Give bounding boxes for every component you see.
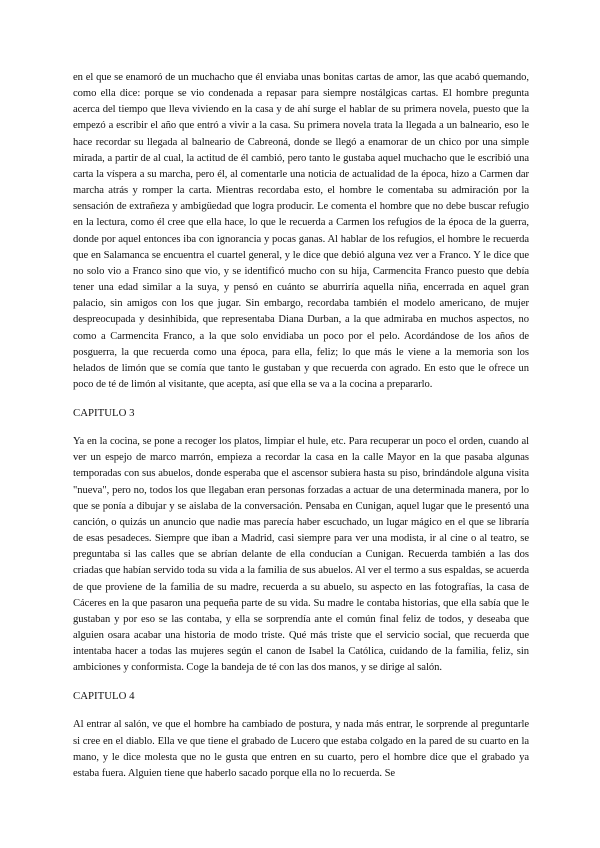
- chapter-heading-4: CAPITULO 4: [73, 690, 135, 703]
- chapter-heading-3: CAPITULO 3: [73, 407, 135, 420]
- body-paragraph-3: Al entrar al salón, ve que el hombre ha cambiado de postura, y nada más entrar, le sorprende al preguntarle si cree en el diablo. Ella ve que tiene el grabado de Lucero que estaba colgado en la pared de su cuarto en la mano, y le dice molesta que no le gusta que entren en su cuarto, pero el hombre dice que el grabado ya estaba fuera. Alguien tiene que haberlo sacado porque ella no lo recuerda. Se: [73, 719, 529, 779]
- document-page: [73, 70, 529, 782]
- body-paragraph-1: en el que se enamoró de un muchacho que él enviaba unas bonitas cartas de amor, las que acabó quemando, como ella dice: porque se vio condenada a repasar para siempre nostálgicas cartas. El hombre pregunta acerca del tiempo que lleva viviendo en la casa y de ahí surge el hablar de su primera novela, puesto que la empezó a escribir el año que entró a vivir a la casa. Su primera novela trata la llegada a un balneario, eso le hace recordar su llegada al balneario de Cabreoná, donde se llegó a enamorar de un chico por una simple mirada, a partir de al cual, la actitud de él cambió, pero tanto le gustaba aquel muchacho que le escribió una carta la víspera a su marcha, pero él, al comentarle una noticia de actualidad de la época, hizo a Carmen dar marcha atrás y romper la carta. Mientras recordaba esto, el hombre le comentaba su admiración por la sensación de extrañeza y ambigüedad que logra producir. Le comenta el hombre que no debe buscar refugio en la lectura, como él cree que ella hace, lo que le recuerda a Carmen los refugios de la época de la guerra, donde por aquel entonces iba con ignorancia y pocas ganas. Al hablar de los refugios, el hombre le recuerda que en Salamanca se encuentra el cuartel general, y le dice que debió alguna vez ver a Franco. Y le dice que no solo vio a Franco sino que vio, y se identificó mucho con su hija, Carmencita Franco puesto que debía tener una edad similar a la suya, y pensó en cuánto se aburriría aquella niña, encerrada en aquel gran palacio, sin amigos con los que jugar. Sin embargo, recordaba también el modelo americano, de mujer despreocupada y desinhibida, que representaba Diana Durban, a la que admiraba en muchos aspectos, no como a Carmencita Franco, a la que solo envidiaba un poco por el pelo. Acordándose de los años de posguerra, la que recuerda como una época, para ella, feliz; lo que más le viene a la memoria son los helados de limón que se comía que tanto le gustaban y que recuerda con agrado. En esto que le ofrece un poco de té de limón al visitante, que acepta, así que ella se va a la cocina a prepararlo.: [73, 72, 529, 390]
- body-paragraph-2: Ya en la cocina, se pone a recoger los platos, limpiar el hule, etc. Para recuperar un poco el orden, cuando al ver un espejo de marco marrón, empieza a recordar la casa en la calle Mayor en la que pasaba algunas temporadas con sus abuelos, donde esperaba que el ascensor subiera hasta su piso, brindándole alguna visita "nueva", pero no, todos los que llegaban eran personas forzadas a actuar de una determinada manera, por lo que se ponía a dibujar y se aislaba de la conversación. Pensaba en Cunigan, aquel lugar que le presentó una canción, o quizás un anuncio que nadie mas parecía haber escuchado, un lugar mágico en el que se libraría de esas pesadeces. Siempre que iban a Madrid, casi siempre para ver una modista, ir al cine o al teatro, se preguntaba si las calles que se abrían delante de ella conducían a Cunigan. Recuerda también a las dos criadas que habían servido toda su vida a la familia de sus abuelos. Al ver el termo a sus espaldas, se acuerda de que proviene de la familia de su madre, recuerda a su abuelo, su aspecto en las fotografías, la casa de Cáceres en la que pasaron una pequeña parte de su vida. Su madre le contaba historias, que ella sabía que le gustaban y por eso se las contaba, y ella se sorprendía ante el común final feliz de todos, y deseaba que alguien osara acabar una historia de modo triste. Qué más triste que el servicio social, que recuerda que intentaba hacer a todas las mujeres según el canon de Isabel la Católica, cuidando de la familia, feliz, sin ambiciones y conformista. Coge la bandeja de té con las dos manos, y se dirige al salón.: [73, 436, 530, 674]
